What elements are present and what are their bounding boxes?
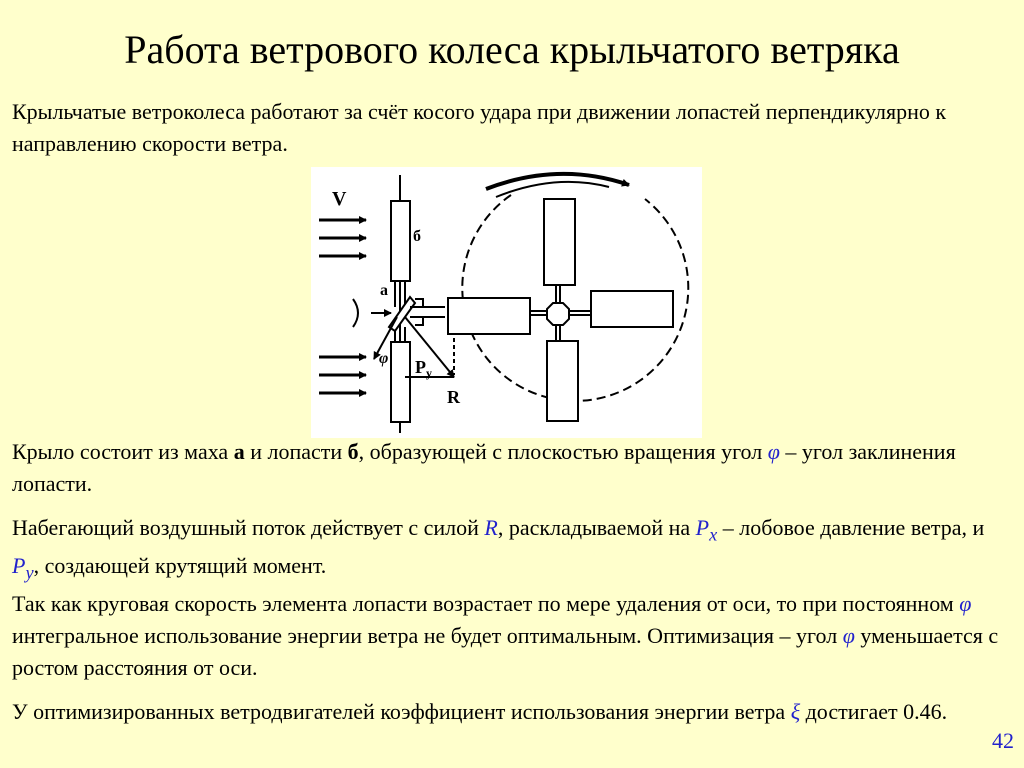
wind-arrows [319,220,366,393]
label-py: $P_y$ [415,357,432,380]
blade-top [544,199,575,285]
upper-blade-side [391,201,410,281]
label-phi: φ [379,350,389,367]
lower-blade-side [391,342,410,422]
paragraph-optimization: Так как круговая скорость элемента лопасти возрастает по мере удаления от оси, то при постоянном φ интегральное использование энергии ветра не будет оптимальным. Оптимизация – угол φ уменьшается с ростом расстояния от оси. [12,591,999,680]
blade-left [448,298,530,334]
paragraph-wing-structure: Крыло состоит из маха а и лопасти б, образующей с плоскостью вращения угол φ – угол заклинения лопасти. [12,439,956,496]
label-r: R [447,387,460,407]
label-b: б [413,228,421,245]
paragraph-air-flow-force: Набегающий воздушный поток действует с силой R, раскладываемой на $P_x$ – лобовое давление ветра, и $P_y$, создающей крутящий момент. [12,515,985,583]
paragraph-efficiency: У оптимизированных ветродвигателей коэффициент использования энергии ветра ξ достигает 0.46. [12,699,948,724]
label-v: V [332,188,347,210]
blade-bottom [547,341,578,421]
blade-right [591,291,673,327]
hub [547,303,569,325]
intro-paragraph: Крыльчатые ветроколеса работают за счёт косого удара при движении лопастей перпендикулярно к направлению скорости ветра. [12,99,947,156]
page-number: 42 [992,728,1014,753]
label-a: а [380,282,388,299]
wind-wheel-diagram [311,167,702,438]
slide-title: Работа ветрового колеса крыльчатого ветряка [124,27,900,72]
